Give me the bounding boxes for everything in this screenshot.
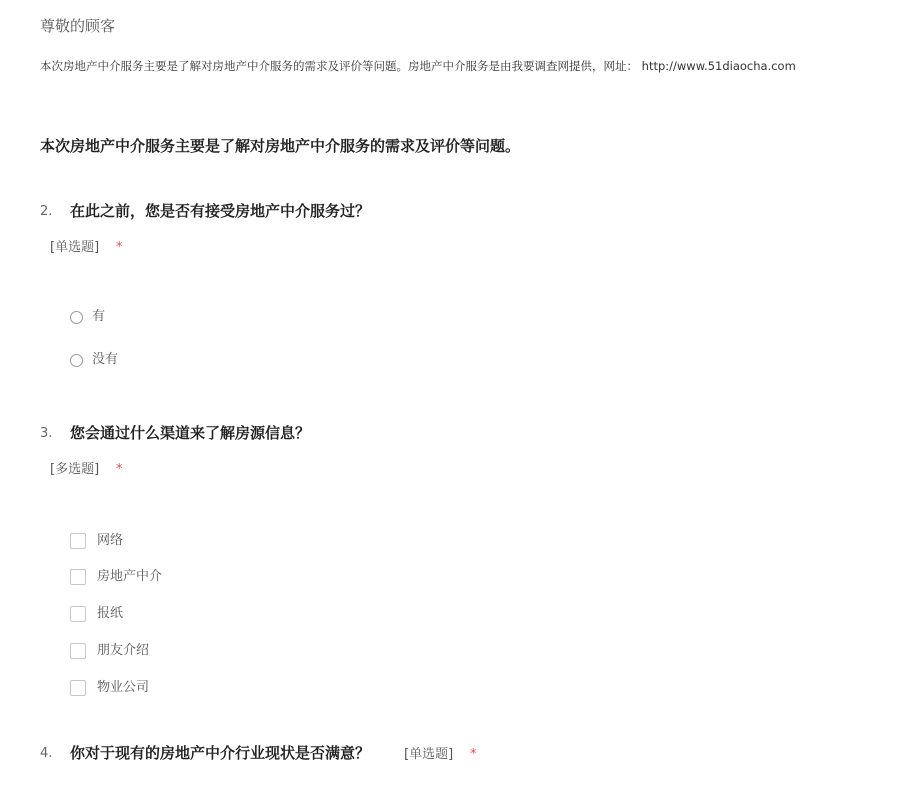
option-label: 房地产中介 — [97, 569, 163, 584]
question-type-badge: [多选题] — [50, 462, 100, 477]
section-title: 本次房地产中介服务主要是了解对房地产中介服务的需求及评价等问题。 — [40, 137, 521, 155]
question-number: 2. — [40, 204, 53, 219]
checkbox-option[interactable] — [70, 604, 123, 624]
option-label: 网络 — [97, 533, 124, 548]
radio-icon[interactable] — [70, 311, 83, 324]
option-label: 没有 — [92, 352, 119, 367]
question-title: 你对于现有的房地产中介行业现状是否满意？ — [70, 744, 371, 762]
option-label: 物业公司 — [97, 680, 150, 695]
checkbox-option[interactable] — [70, 531, 123, 551]
checkbox-icon[interactable] — [70, 680, 86, 696]
question-number: 4. — [40, 746, 53, 761]
checkbox-icon[interactable] — [70, 606, 86, 622]
radio-icon[interactable] — [70, 354, 83, 367]
question-title: 您会通过什么渠道来了解房源信息？ — [70, 424, 311, 442]
intro-text: 本次房地产中介服务主要是了解对房地产中介服务的需求及评价等问题。房地产中介服务是由我要调查网提供，网址： http://www.51diaocha.com — [40, 59, 796, 73]
checkbox-icon[interactable] — [70, 533, 86, 549]
checkbox-option[interactable] — [70, 567, 162, 587]
question-type-badge: [单选题] — [404, 747, 454, 762]
option-label: 有 — [92, 309, 106, 324]
checkbox-icon[interactable] — [70, 643, 86, 659]
checkbox-icon[interactable] — [70, 569, 86, 585]
radio-option[interactable] — [70, 350, 118, 370]
greeting: 尊敬的顾客 — [40, 17, 116, 35]
question-type-badge: [单选题] — [50, 240, 100, 255]
required-mark: * — [116, 462, 123, 477]
required-mark: * — [116, 240, 123, 255]
required-mark: * — [470, 747, 477, 762]
option-label: 报纸 — [97, 606, 124, 621]
checkbox-option[interactable] — [70, 641, 149, 661]
question-title: 在此之前，您是否有接受房地产中介服务过？ — [70, 202, 371, 220]
question-number: 3. — [40, 426, 53, 441]
option-label: 朋友介绍 — [97, 643, 150, 658]
radio-option[interactable] — [70, 307, 105, 327]
checkbox-option[interactable] — [70, 678, 149, 698]
